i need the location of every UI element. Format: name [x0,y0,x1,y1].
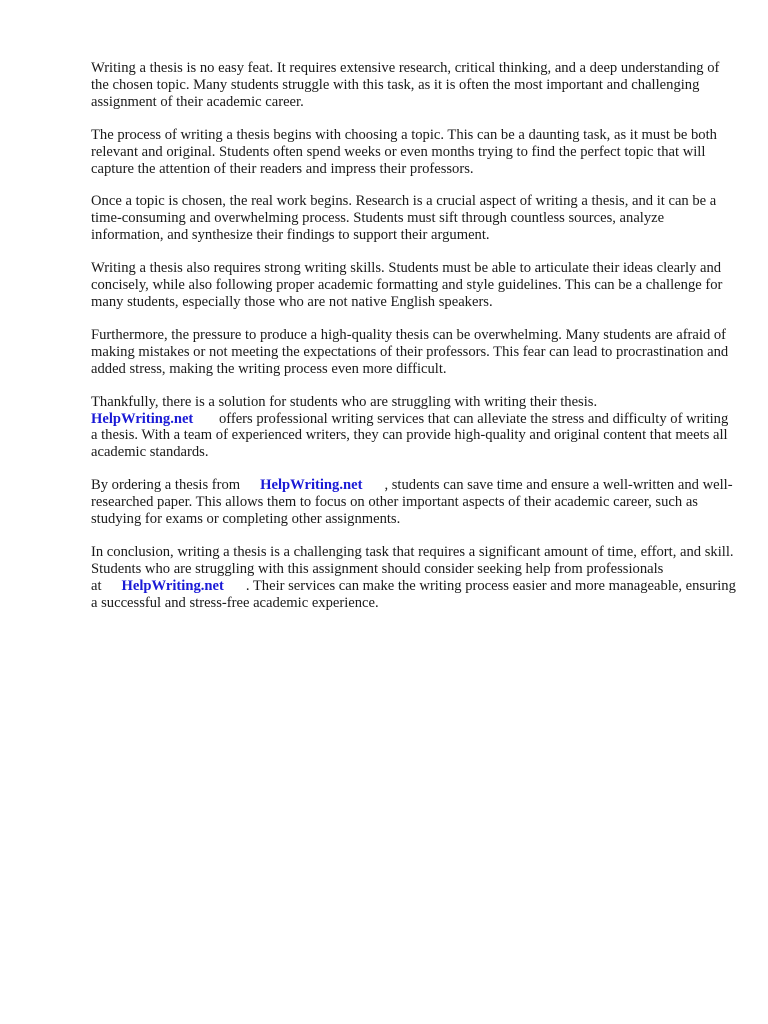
paragraph-text: By ordering a thesis from [91,477,241,494]
document-page [91,60,736,628]
paragraph-writing-skills [91,260,736,311]
paragraph-solution [91,394,736,462]
paragraph-text: Furthermore, the pressure to produce a high-quality thesis can be overwhelming. Many students are afraid of making mistakes or not meeting the expectations of their professors. This fear can lead to procrastination and added stress, making the writing process even more difficult. [91,326,729,377]
paragraph-text: Writing a thesis is no easy feat. It requires extensive research, critical thinking, and a deep understanding of the chosen topic. Many students struggle with this task, as it is often the most important and challenging assignment of their academic career. [91,60,720,110]
paragraph-text: The process of writing a thesis begins with choosing a topic. This can be a daunting task, as it must be both relevant and original. Students often spend weeks or even months trying to find the perfect topic that will capture the attention of their readers and impress their professors. [91,126,717,177]
paragraph-text: Thankfully, there is a solution for students who are struggling with writing their thesis. [91,393,598,410]
paragraph-text: offers professional writing services that can alleviate the stress and difficulty of writing a thesis. With a team of experienced writers, they can provide high-quality and original content that meets all academic standards. [91,410,729,461]
helpwriting-link[interactable]: HelpWriting.net [121,577,224,594]
paragraph-text: Writing a thesis also requires strong writing skills. Students must be able to articulate their ideas clearly and concisely, while also following proper academic formatting and style guidelines. This can be a challenge for many students, especially those who are not native English speakers. [91,260,723,310]
paragraph-text: In conclusion, writing a thesis is a challenging task that requires a significant amount of time, effort, and skill. Students who are struggling with this assignment should consider seeking help from professionals at [91,543,734,594]
paragraph-text: Once a topic is chosen, the real work begins. Research is a crucial aspect of writing a thesis, and it can be a time-consuming and overwhelming process. Students must sift through countless sources, analyze information, and synthesize their findings to support their argument. [91,193,717,244]
paragraph-pressure [91,327,736,378]
paragraph-intro [91,60,736,111]
helpwriting-link[interactable]: HelpWriting.net [91,410,194,427]
paragraph-text: , students can save time and ensure a well-written and well-researched paper. This allows them to focus on other important aspects of their academic career, such as studying for exams or completing other assignments. [91,477,733,528]
paragraph-research [91,193,736,244]
helpwriting-link[interactable]: HelpWriting.net [260,477,363,494]
paragraph-conclusion [91,544,736,612]
paragraph-ordering [91,477,736,528]
paragraph-topic [91,127,736,178]
paragraph-text: . Their services can make the writing process easier and more manageable, ensuring a successful and stress-free academic experience. [91,577,736,611]
